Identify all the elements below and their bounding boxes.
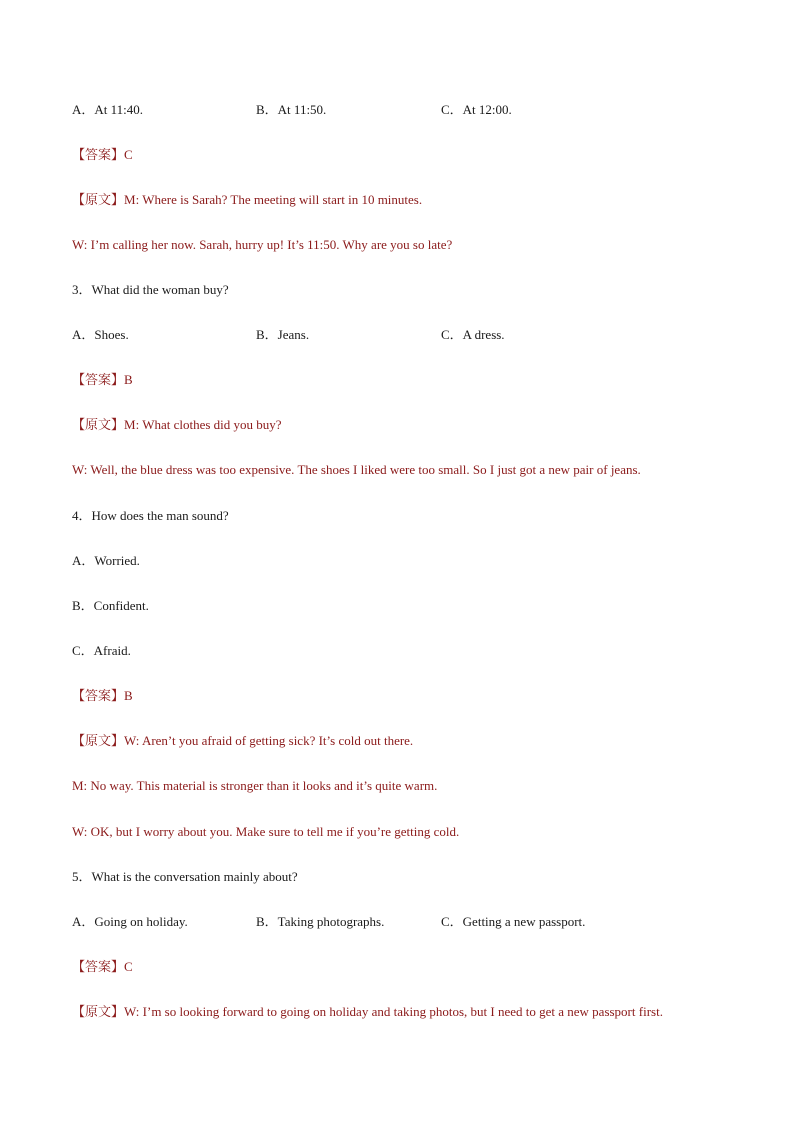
q3-question: 3．What did the woman buy?: [72, 282, 229, 297]
script-label: 【原文】: [72, 1004, 125, 1019]
q5-answer: [72, 959, 133, 975]
q4-question: 4．How does the man sound?: [72, 508, 229, 523]
q3-option-a: A．Shoes.: [72, 327, 129, 342]
q4-option-a: A．Worried.: [72, 553, 140, 568]
q3-script-line-1: [72, 417, 282, 433]
q3-script-line-2: W: Well, the blue dress was too expensive. The shoes I liked were too small. So I just got a new pair of jeans.: [72, 462, 641, 477]
q2-option-c: C．At 12:00.: [441, 102, 512, 117]
q3-answer: [72, 372, 133, 388]
q2-option-a: A．At 11:40.: [72, 102, 144, 117]
q4-script-line-2: M: No way. This material is stronger than it looks and it’s quite warm.: [72, 778, 438, 793]
q2-option-b: B．At 11:50.: [256, 102, 327, 117]
q4-answer: [72, 688, 133, 704]
q3-option-b: B．Jeans.: [256, 327, 310, 342]
q4-script-line-3: W: OK, but I worry about you. Make sure to tell me if you’re getting cold.: [72, 824, 460, 839]
q3-option-c: C．A dress.: [441, 327, 505, 342]
script-text: M: Where is Sarah? The meeting will start in 10 minutes.: [124, 192, 423, 207]
q4-option-c: C．Afraid.: [72, 643, 131, 658]
script-label: 【原文】: [72, 417, 125, 432]
script-label: 【原文】: [72, 192, 125, 207]
q5-option-a: A．Going on holiday.: [72, 914, 188, 929]
script-text: W: Aren’t you afraid of getting sick? It’s cold out there.: [124, 733, 414, 748]
q5-option-b: B．Taking photographs.: [256, 914, 385, 929]
q5-question: 5．What is the conversation mainly about?: [72, 869, 298, 884]
script-text: M: What clothes did you buy?: [124, 417, 282, 432]
answer-label: 【答案】: [72, 372, 125, 387]
script-text: W: I’m so looking forward to going on holiday and taking photos, but I need to get a new passport first.: [124, 1004, 663, 1019]
script-label: 【原文】: [72, 733, 125, 748]
answer-value: C: [124, 959, 133, 974]
answer-value: B: [124, 688, 133, 703]
answer-value: C: [124, 147, 133, 162]
answer-label: 【答案】: [72, 147, 125, 162]
q5-option-c: C．Getting a new passport.: [441, 914, 586, 929]
answer-label: 【答案】: [72, 959, 125, 974]
q2-script-line-1: [72, 192, 422, 208]
q4-script-line-1: [72, 733, 413, 749]
q2-script-line-2: W: I’m calling her now. Sarah, hurry up! It’s 11:50. Why are you so late?: [72, 237, 453, 252]
q5-script-line-1: [72, 1004, 663, 1020]
q2-answer: [72, 147, 133, 163]
answer-value: B: [124, 372, 133, 387]
answer-label: 【答案】: [72, 688, 125, 703]
q4-option-b: B．Confident.: [72, 598, 149, 613]
